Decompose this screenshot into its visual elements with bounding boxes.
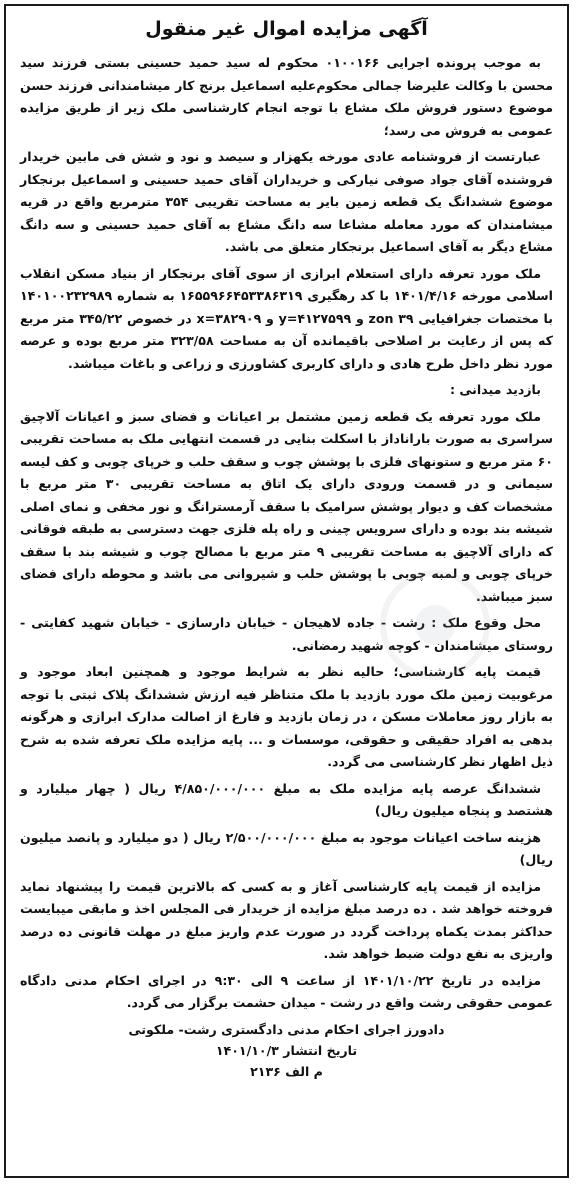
notice-paragraph-inquiry: ملک مورد تعرفه دارای استعلام ابرازی از سوی آقای برنجکار از بنیاد مسکن انقلاب اسلامی مورخه ۱۴۰۱/۴/۱۶ با کد رهگیری ۱۶۵۵۹۶۶۴۵۳۳۸۶۳۱۹ به شماره ۱۴۰۱۰۰۲۳۲۹۸۹ با مختصات جغرافیایی zon ۳۹ و y=۴۱۲۷۵۹۹ و x=۳۸۲۹۰۹ در خصوص ۳۴۵/۲۲ متر مربع که پس از رعایت بر اصلاحی باقیمانده آن به مساحت ۳۲۳/۵۸ متر مربع بوده و عرصه مورد نظر داخل طرح هادی و دارای کاربری کشاورزی و زراعی و باغات میباشد.	[20, 265, 553, 371]
notice-paragraph-building-cost: هزینه ساخت اعیانات موجود به مبلغ ۲/۵۰۰/۰۰۰/۰۰۰ ریال ( دو میلیارد و پانصد میلیون ریال)	[20, 829, 553, 867]
notice-title: آگهی مزایده اموال غیر منقول	[145, 18, 428, 40]
notice-paragraph-visit: ملک مورد تعرفه یک قطعه زمین مشتمل بر اعیانات و فضای سبز و اعیانات آلاچیق سراسری به صورت باراناداز با اسکلت بنایی در قسمت انتهایی ملک به مساحت تقریبی ۶۰ متر مربع و ستونهای فلزی با پوشش چوب و سقف حلب و خرپای چوبی و کف لیسه سیمانی و در قسمت ورودی دارای یک اتاق به مساحت تقریبی ۳۰ متر مربع با مشخصات کف و دیوار پوشش سرامیک با سقف آرمسترانگ و نور مخفی و نمای اصلی شیشه بند بوده و دارای سرویس چینی و راه پله فلزی جهت دسترسی به طبقه فوقانی که دارای آلاچیق به مساحت تقریبی ۹ متر مربع با مصالح چوب و شیشه بند با سقف خرپای چوبی و لمبه چوبی با پوشش حلب و شیروانی می باشد و محوطه دارای فضای سبز میباشد.	[20, 408, 553, 604]
notice-paragraph-property: عبارتست از فروشنامه عادی مورخه یکهزار و سیصد و نود و شش فی مابین خریدار فروشنده آقای جواد صوفی نیارکی و خریداران آقای حمید حسینی و اسماعیل برنجکار موضوع ششدانگ یک قطعه زمین بایر به مساحت تقریبی ۳۵۴ مترمربع واقع در قریه میشامندان که مورد معامله مشاعا سه دانگ مشاع به آقای حمید حسینی و سه دانگ مشاع دیگر به آقای اسماعیل برنجکار متعلق می باشد.	[20, 149, 554, 254]
notice-paragraph-location: محل وقوع ملک : رشت - جاده لاهیجان - خیابان دارسازی - خیابان شهید کفایتی - روستای میشامندان - کوچه شهید رمضانی.	[20, 615, 553, 653]
notice-paragraph-terms: مزایده از قیمت پایه کارشناسی آغاز و به کسی که بالاترین قیمت را پیشنهاد نماید فروخته خواهد شد . ده درصد مبلغ مزایده از خریدار فی المجلس اخذ و مابقی میبایست حداکثر بمدت یکماه پرداخت گردد در صورت عدم واریز مبلغ در مهلت قانونی ده درصد واریزی به نفع دولت ضبط خواهد شد.	[20, 878, 553, 961]
legal-notice	[4, 4, 569, 1178]
publish-date: تاریخ انتشار ۱۴۰۱/۱۰/۳	[215, 1042, 358, 1058]
notice-paragraph-date: مزایده در تاریخ ۱۴۰۱/۱۰/۲۲ از ساعت ۹ الی ۹:۳۰ در اجرای احکام مدنی دادگاه عمومی حقوقی رشت واقع در رشت - میدان حشمت برگزار می گردد.	[20, 972, 553, 1010]
notice-paragraph-case: به موجب پرونده اجرایی ۰۱۰۰۱۶۶ محکوم له سید حمید حسینی بستی فرزند سید محسن با وکالت علیرضا جمالی محکوم‌علیه اسماعیل برنج کار میشامندانی فرزند حسن موضوع دستور فروش ملک مشاع با توجه انجام کارشناسی ملک زیر از طریق مزایده عمومی به فروش می رسد؛	[20, 55, 553, 138]
notice-paragraph-land-price: ششدانگ عرصه پایه مزایده ملک به مبلغ ۴/۸۵۰/۰۰۰/۰۰۰ ریال ( چهار میلیارد و هشتصد و پنجاه میلیون ریال)	[20, 780, 553, 818]
notice-signature: دادورز اجرای احکام مدنی دادگستری رشت- ملکوتی	[128, 1021, 445, 1037]
notice-code: م الف ۲۱۳۶	[250, 1063, 323, 1079]
notice-paragraph-valuation: قیمت پایه کارشناسی؛ حالیه نظر به شرایط موجود و همچنین ابعاد موجود و مرغوبیت زمین ملک مورد بازدید با ملک متناظر فیه ارزش ششدانگ پلاک ثبتی با توجه به بازار روز معاملات مسکن ، در زمان بازدید و فارغ از اصالت مدارک ابرازی و هرگونه بدهی به افراد حقیقی و حقوقی، موسسات و ... پایه مزایده ملک تعرفه شده به شرح ذیل اظهار نظر کارشناسی می گردد.	[20, 664, 553, 769]
visit-heading: بازدید میدانی :	[450, 382, 541, 397]
